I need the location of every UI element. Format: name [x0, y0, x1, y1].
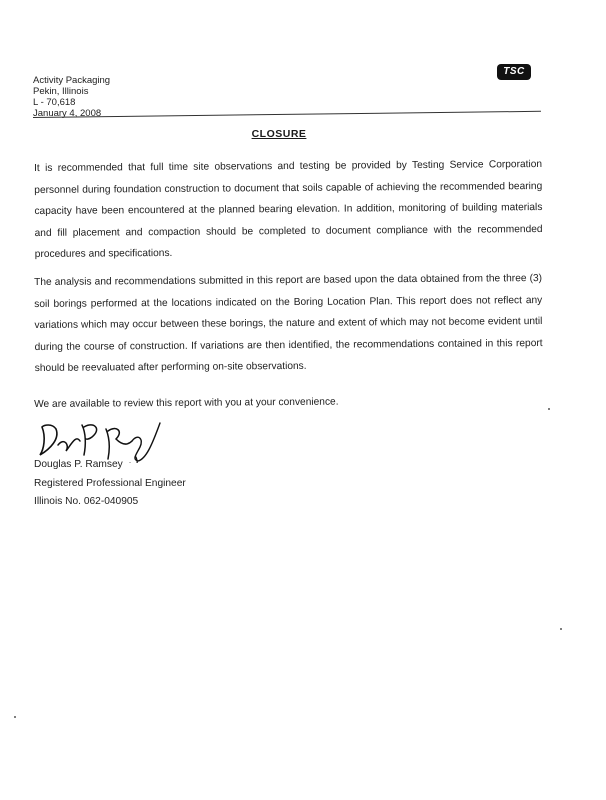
paragraph-availability: We are available to review this report with you at your convenience. [34, 396, 339, 410]
section-title-text: CLOSURE [251, 128, 307, 140]
client-name: Activity Packaging [33, 75, 111, 86]
scan-speck [14, 716, 16, 718]
tsc-logo [497, 64, 531, 80]
paragraph-analysis: The analysis and recommendations submitted in this report are based upon the data obtained from the three (3) soil borings performed at the locations indicated on the Boring Location Plan. This report does not reflect any variations which may occur between these borings, the nature and extent of which may not become evident until during the course of construction. If variations are then identified, the recommendations contained in this report should be reevaluated after performing on-site observations. [34, 273, 543, 374]
report-date: January 4, 2008 [33, 108, 102, 119]
logo-text: TSC [503, 66, 525, 77]
scan-speck [548, 408, 550, 410]
signer-title: Registered Professional Engineer [34, 477, 186, 489]
project-number: L - 70,618 [33, 97, 76, 108]
signer-name: Douglas P. Ramsey [34, 459, 123, 470]
section-title [0, 128, 606, 140]
header-block [33, 75, 110, 119]
scan-speck [560, 628, 562, 630]
client-location: Pekin, Illinois [33, 86, 89, 97]
signer-license: Illinois No. 062-040905 [34, 496, 139, 507]
signature-block [34, 456, 186, 512]
paragraph-observations: It is recommended that full time site observations and testing be provided by Testing Service Corporation personnel during foundation construction to document that soils capable of achieving the recommended bearing capacity have been encountered at the planned bearing elevation. In addition, monitoring of building materials and fill placement and compaction should be completed to document compliance with the recommended procedures and specifications. [34, 159, 543, 260]
